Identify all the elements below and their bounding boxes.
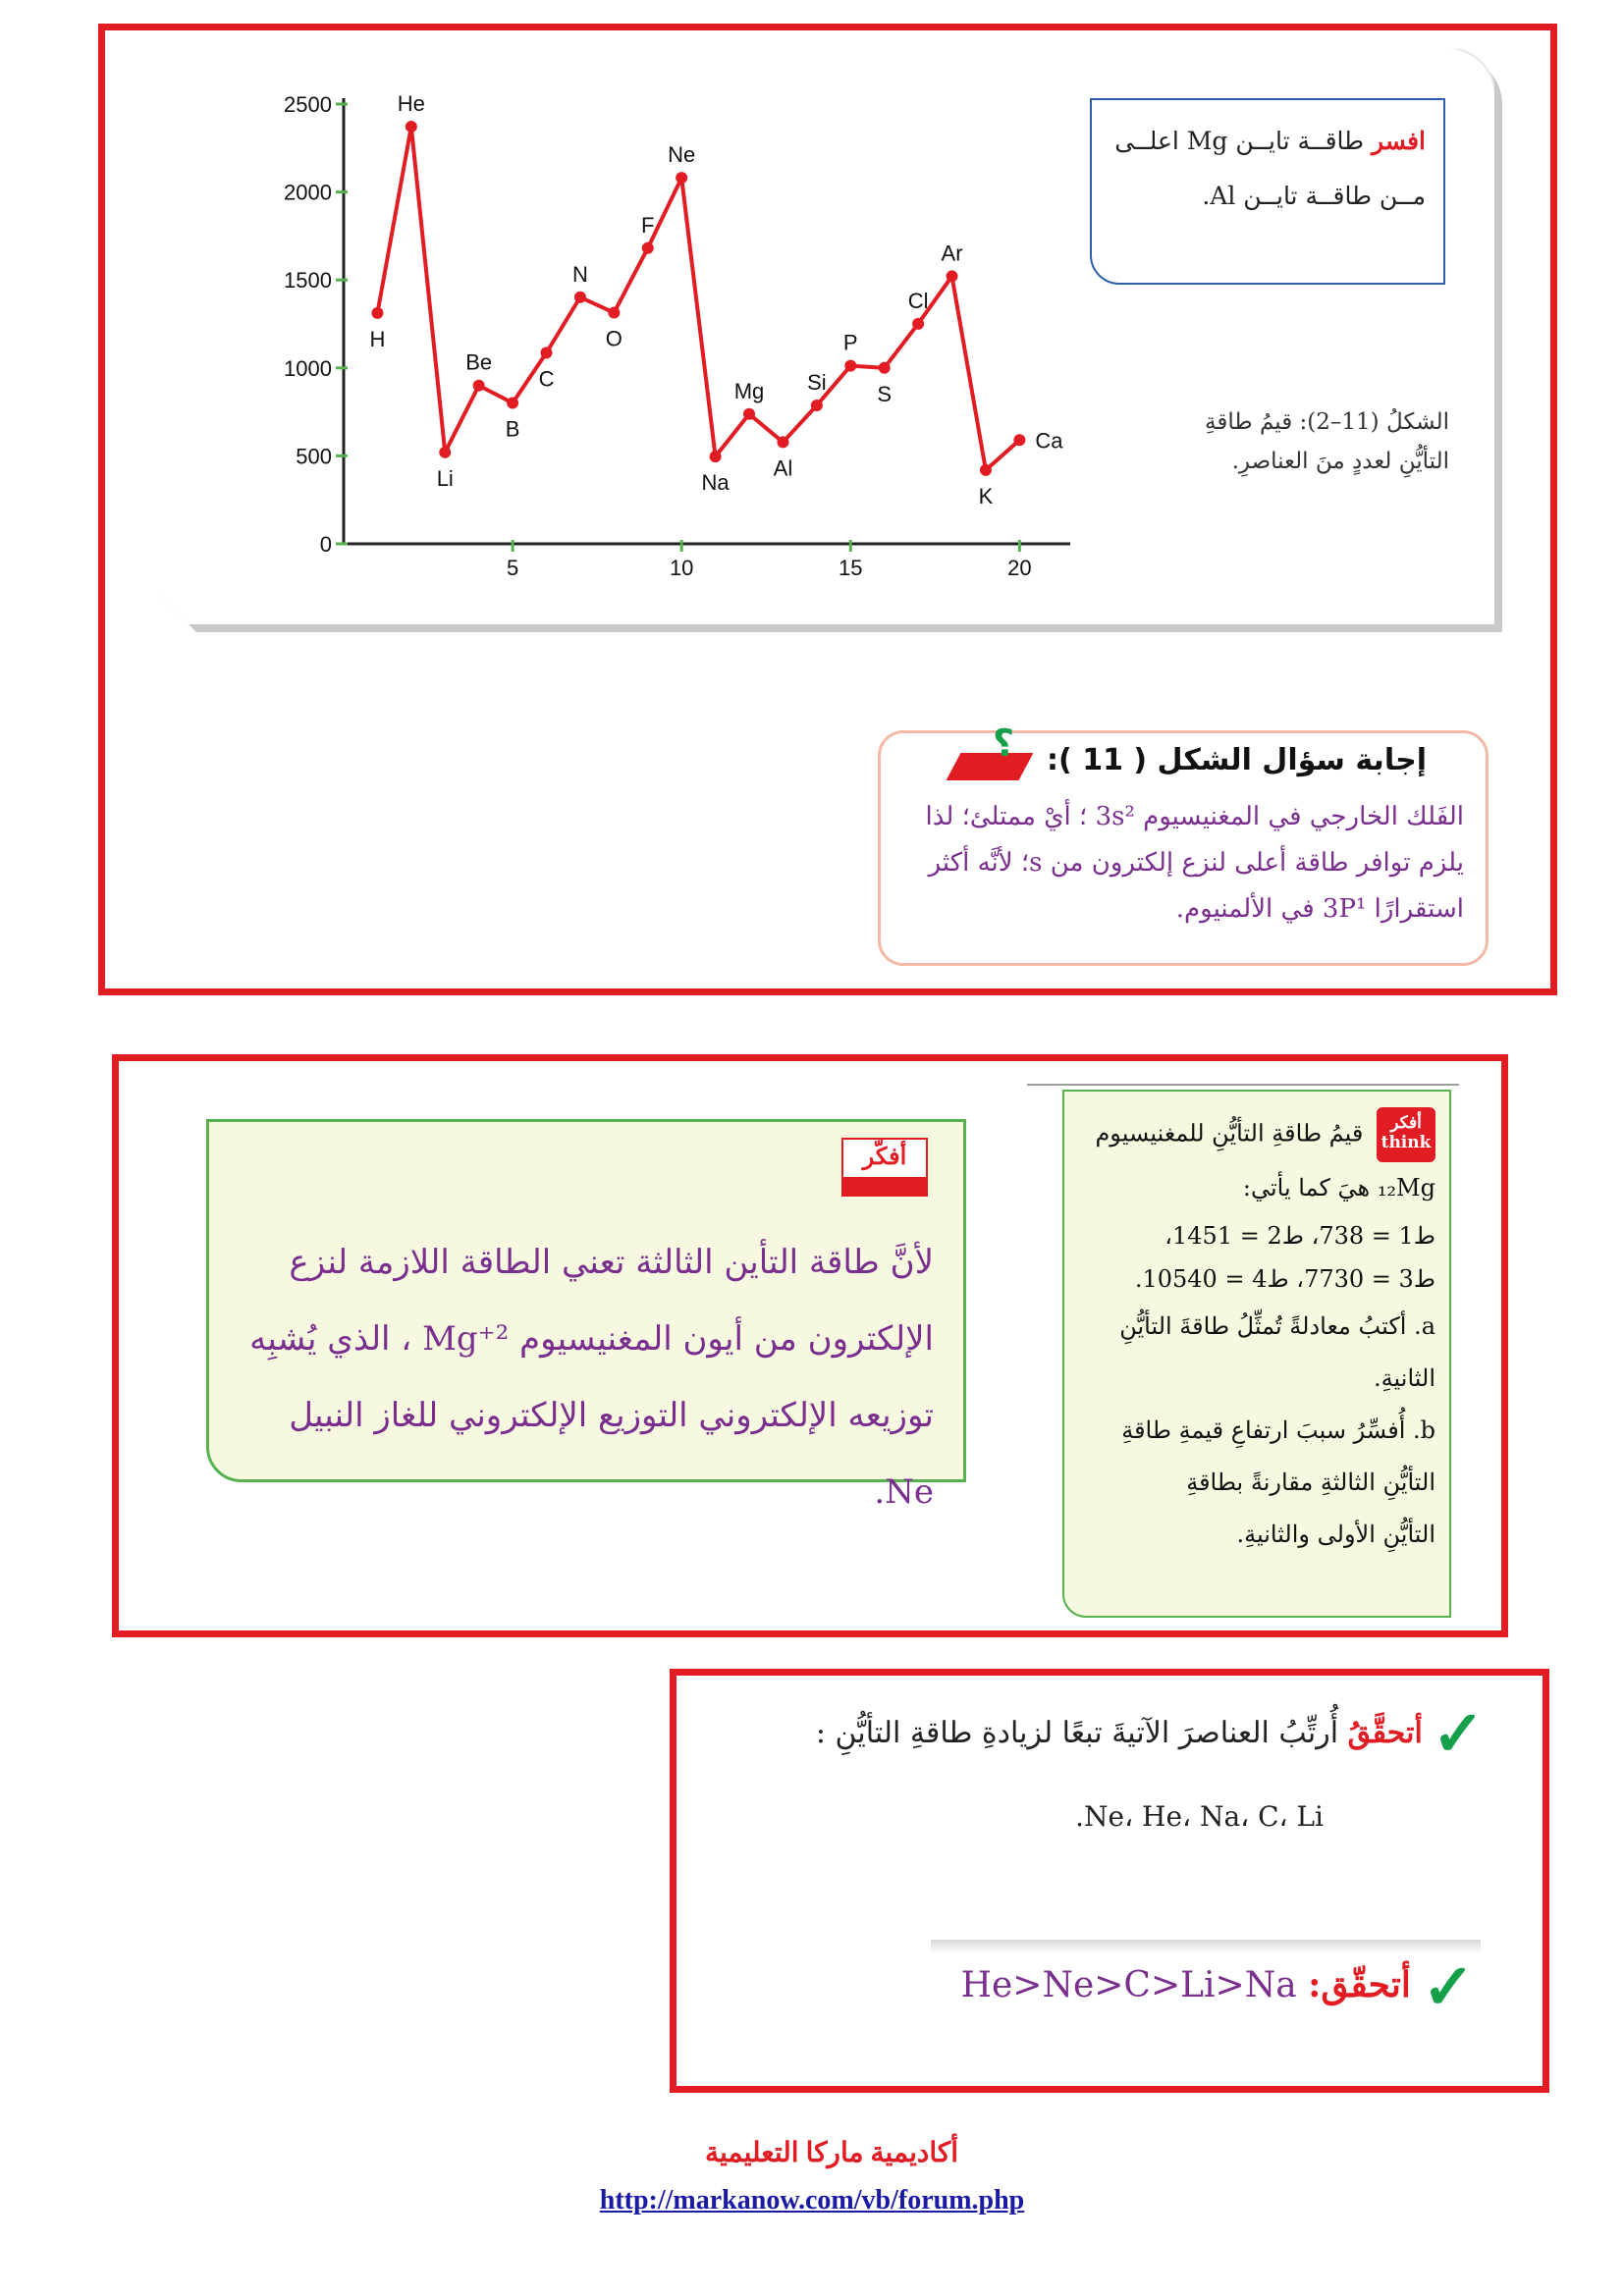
check-answer-row — [787, 1950, 1475, 2024]
data-point — [844, 360, 856, 372]
think-badge-icon — [1377, 1107, 1435, 1162]
data-point — [743, 408, 755, 420]
point-label: Li — [436, 465, 454, 491]
y-tick-label: 0 — [319, 532, 332, 557]
point-label: Si — [807, 369, 827, 395]
think-line-2: ₁₂Mg هيَ كما يأتي: — [1242, 1174, 1435, 1201]
data-point — [947, 270, 958, 282]
check-answer-value: He>Ne>C>Li>Na — [960, 1965, 1297, 2005]
data-point — [811, 400, 823, 411]
point-label: S — [877, 381, 893, 406]
x-tick-label: 15 — [839, 556, 863, 580]
think-line-5: a. أكتبُ معادلةً تُمثِّلُ طاقةَ التأيُّنِ — [1119, 1312, 1435, 1340]
think-answer-badge: أفكّر — [841, 1138, 928, 1197]
answer-line-1: الفَلك الخارجي في المغنيسيوم 3s² ؛ أيْ ممتلئ؛ لذا — [925, 802, 1464, 831]
checkmark-icon: ✓ — [1432, 1697, 1485, 1771]
data-point — [676, 172, 687, 184]
answer-line-2: يلزم توافر طاقة أعلى لنزع إلكترون من s؛ لأنَّه أكثر — [928, 848, 1464, 878]
answer-tag-icon — [947, 753, 1034, 780]
data-point — [507, 397, 518, 408]
data-point — [541, 347, 553, 358]
point-label: Mg — [733, 378, 765, 403]
check-label: أتحقَّقُ — [1347, 1716, 1423, 1750]
explain-text-2: مــن طاقــة تايــن Al. — [1202, 182, 1426, 210]
footer-academy: أكاديمية ماركا التعليمية — [704, 2138, 959, 2168]
data-point — [980, 464, 992, 476]
explain-box — [1090, 98, 1445, 285]
think-line-4: ط3 = 7730، ط4 = 10540. — [1134, 1265, 1435, 1293]
data-point — [371, 307, 383, 319]
think-line-7: b. أُفسِّرُ سببَ ارتفاعِ قيمةِ طاقةِ — [1121, 1416, 1435, 1444]
point-label: He — [397, 90, 425, 116]
data-point — [439, 447, 451, 458]
caption-line-2: التأيُّنِ لعددٍ منَ العناصرِ. — [1231, 449, 1449, 474]
x-tick-label: 5 — [506, 556, 519, 580]
y-tick-label: 500 — [296, 444, 332, 469]
caption-line-1: الشكلُ (11–2): قيمُ طاقةِ — [1205, 409, 1449, 435]
point-label: K — [978, 483, 994, 508]
y-tick-label: 2000 — [284, 180, 332, 205]
y-tick-label: 1000 — [284, 355, 332, 381]
think-line-1: قيمُ طاقةِ التأيُّنِ للمغنيسيوم — [1095, 1119, 1364, 1148]
think-box — [1062, 1090, 1451, 1618]
think-divider — [1027, 1084, 1459, 1086]
point-label: N — [571, 261, 588, 287]
point-label: H — [369, 326, 386, 351]
data-point — [1013, 434, 1025, 446]
question-mark-icon: ؟ — [993, 721, 1015, 765]
think-answer-line-1: لأنَّ طاقة التأين الثالثة تعني الطاقة اللازمة لنزع — [289, 1243, 934, 1282]
data-point — [574, 292, 586, 303]
ionization-energy-chart — [251, 84, 1096, 614]
think-badge-top: أفكر — [1390, 1113, 1422, 1133]
data-point — [642, 242, 654, 254]
check-question-row — [699, 1697, 1485, 1771]
point-label: Ar — [941, 240, 963, 266]
y-tick-label: 2500 — [284, 92, 332, 117]
explain-label: افسر — [1372, 127, 1426, 155]
data-point — [608, 307, 620, 319]
y-tick-label: 1500 — [284, 268, 332, 294]
think-line-8: التأيُّنِ الثالثةِ مقارنةً بطاقةِ — [1186, 1468, 1435, 1496]
point-label: Na — [701, 470, 730, 496]
data-point — [473, 380, 485, 392]
checkmark-icon: ✓ — [1422, 1950, 1475, 2024]
point-label: Be — [465, 349, 493, 375]
figure-caption — [1155, 402, 1449, 481]
point-label: B — [505, 416, 520, 442]
data-point — [912, 318, 924, 330]
think-answer-line-3: توزيعه الإلكتروني التوزيع الإلكتروني للغاز النبيل Ne. — [289, 1396, 934, 1512]
check-answer-label: أتحقّق: — [1308, 1964, 1411, 2005]
figure-answer-box — [878, 721, 1489, 966]
point-label: Ne — [668, 142, 696, 168]
think-answer-box — [206, 1119, 966, 1512]
answer-line-3: استقرارًا 3P¹ في الألمنيوم. — [1175, 894, 1464, 924]
think-answer-line-2: الإلكترون من أيون المغنيسيوم Mg⁺² ، الذي يُشبِه — [249, 1319, 934, 1359]
check-elements: Ne، He، Na، C، Li. — [1075, 1800, 1324, 1833]
point-label: Al — [773, 455, 793, 481]
point-label: C — [538, 366, 555, 392]
think-line-6: الثانيةِ. — [1374, 1364, 1435, 1392]
point-label: Cl — [907, 288, 929, 313]
data-point — [777, 436, 788, 448]
answer-title: إجابة سؤال الشكل ( 11 ): — [1047, 743, 1427, 777]
point-label: P — [842, 330, 858, 355]
data-point — [406, 121, 417, 133]
point-label: F — [641, 212, 655, 238]
x-tick-label: 20 — [1007, 556, 1032, 580]
data-point — [879, 362, 891, 374]
footer-url-link[interactable]: http://markanow.com/vb/forum.php — [599, 2185, 1025, 2216]
think-line-3: ط1 = 738، ط2 = 1451، — [1164, 1222, 1435, 1250]
think-badge-bottom: think — [1380, 1133, 1432, 1152]
check-question: أُرتِّبُ العناصرَ الآتيةَ تبعًا لزيادةِ طاقةِ التأيُّنِ : — [815, 1716, 1339, 1750]
think-line-9: التأيُّنِ الأولى والثانيةِ. — [1236, 1521, 1435, 1548]
x-tick-label: 10 — [669, 556, 694, 580]
point-label: Ca — [1035, 428, 1063, 454]
point-label: O — [605, 326, 623, 351]
data-point — [710, 451, 722, 462]
explain-text-1: طاقــة تايــن Mg اعلــى — [1114, 127, 1365, 155]
